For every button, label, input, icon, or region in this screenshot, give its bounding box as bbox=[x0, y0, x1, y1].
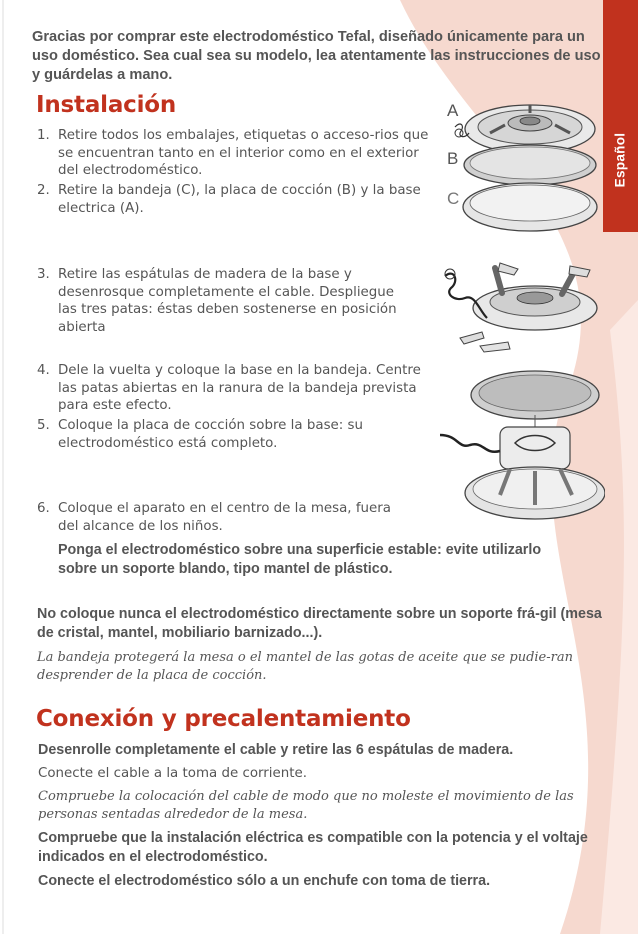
intro-text: Gracias por comprar este electrodoméstico Tefal, diseñado únicamente para un uso doméstico. Sea cual sea su modelo, lea atentamente las instrucciones de uso y guárdelas a mano. bbox=[32, 29, 601, 83]
voltage-check-text: Compruebe que la instalación eléctrica es compatible con la potencia y el voltaje indicados en el electrodoméstico. bbox=[38, 830, 588, 865]
language-tab-label: Español bbox=[612, 132, 628, 188]
unwind-cable-text: Desenrolle completamente el cable y retire las 6 espátulas de madera. bbox=[38, 742, 514, 758]
step-2: 2. Retire la bandeja (C), la placa de cocción (B) y la base electrica (A). bbox=[37, 183, 421, 216]
cable-check-text: Compruebe la colocación del cable de modo que no moleste el movimiento de las personas sentadas alrededor de la mesa. bbox=[38, 789, 574, 822]
exploded-view-illustration bbox=[445, 95, 603, 235]
base-legs-illustration bbox=[440, 258, 605, 358]
tray-note: La bandeja protegerá la mesa o el mantel de las gotas de aceite que se pudie-ran desprender de la placa de cocción. bbox=[37, 650, 573, 683]
step-6: 6. Coloque el aparato en el centro de la mesa, fuera del alcance de los niños. bbox=[37, 501, 391, 534]
figure-label-a: A bbox=[447, 101, 459, 120]
step-5: 5. Coloque la placa de cocción sobre la base: su electrodoméstico está completo. bbox=[37, 418, 364, 451]
fragile-warning: No coloque nunca el electrodoméstico directamente sobre un soporte frá-gil (mesa de cristal, mantel, mobiliario barnizado...). bbox=[37, 606, 602, 641]
earth-check-text: Conecte el electrodoméstico sólo a un enchufe con toma de tierra. bbox=[38, 873, 491, 889]
installation-title: Instalación bbox=[36, 92, 177, 118]
figure-label-b: B bbox=[447, 149, 459, 168]
step-1: 1. Retire todos los embalajes, etiquetas o acceso-rios que se encuentran tanto en el interior como en el exterior del electrodoméstico. bbox=[37, 128, 429, 178]
stable-surface-note: Ponga el electrodoméstico sobre una superficie estable: evite utilizarlo sobre un soporte blando, tipo mantel de plástico. bbox=[58, 542, 542, 577]
connection-title: Conexión y precalentamiento bbox=[36, 706, 411, 732]
figure-label-c: C bbox=[447, 189, 460, 208]
assembled-appliance-illustration bbox=[440, 365, 605, 530]
step-3: 3. Retire las espátulas de madera de la base y desenrosque completamente el cable. Despliegue las tres patas: éstas deben sostenerse en posición abierta bbox=[37, 267, 397, 335]
language-tab[interactable] bbox=[603, 0, 638, 232]
step-4: 4. Dele la vuelta y coloque la base en la bandeja. Centre las patas abiertas en la ranura de la bandeja prevista para este efecto. bbox=[37, 363, 421, 413]
plug-in-text: Conecte el cable a la toma de corriente. bbox=[38, 766, 307, 781]
